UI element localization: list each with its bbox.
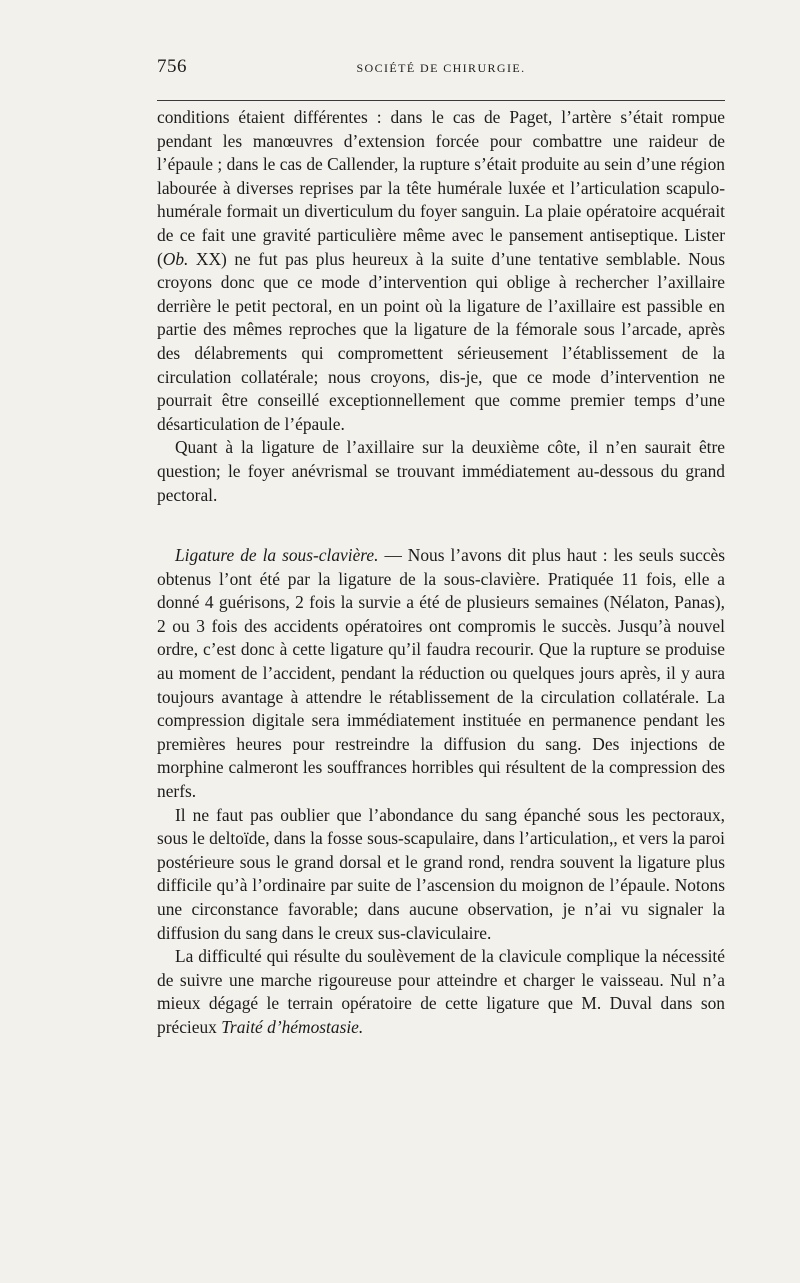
paragraph-4: Il ne faut pas oublier que l’abondance du sang épanché sous les pectoraux, sous le deltoïde, dans la fosse sous-scapulaire, dans l’articulation,, et vers la paroi postérieure sous le grand dorsal et le grand rond, rendra souvent la ligature plus difficile qu’à l’ordinaire par suite de l’ascension du moignon de l’épaule. Notons une circonstance favorable; dans aucune observation, je n’ai vu signaler la diffusion du sang dans le creux sus-claviculaire. (157, 804, 725, 943)
paragraph-3-text: — Nous l’avons dit plus haut : les seuls succès obtenus l’ont été par la ligature de la sous-clavière. Pratiquée 11 fois, elle a donné 4 guérisons, 2 fois la survie a été de plusieurs semaines (Nélaton, Panas), 2 ou 3 fois des accidents opératoires ont compromis le succès. Jusqu’à nouvel ordre, c’est donc à cette ligature qu’il faudra recourir. Que la rupture se produise au moment de l’accident, pendant la réduction ou quelques jours après, il y aura toujours avantage à attendre le rétablissement de la circulation collatérale. La compression digitale sera immédiatement instituée en permanence pendant les premières heures pour restreindre la diffusion du sang. Des injections de morphine calmeront les souffrances horribles qui résultent de la compression des nerfs. (157, 545, 725, 802)
paragraph-5 (157, 945, 725, 1039)
paragraph-1-part-2: XX) ne fut pas plus heureux à la suite d’une tentative semblable. Nous croyons donc que ce mode d’intervention qui oblige à rechercher l’axillaire derrière le petit pectoral, en un point où la ligature de l’axillaire est passible en partie des mêmes reproches que la ligature de la fémorale sous l’arcade, après des délabrements qui compromettent sérieusement l’établissement de la circulation collatérale; nous croyons, dis-je, que ce mode d’intervention ne pourrait être conseillé exceptionnellement que comme premier temps d’une désarticulation de l’épaule. (157, 248, 725, 434)
paragraph-3 (157, 544, 725, 804)
page-header (157, 56, 725, 86)
body-text (157, 106, 725, 1040)
paragraph-1-part-1: conditions étaient différentes : dans le cas de Paget, l’artère s’était rompue pendant les manœuvres d’extension forcée pour combattre une raideur de l’épaule ; dans le cas de Callender, la rupture s’était produite au sein d’une région labourée à diverses reprises par la tête humérale luxée et l’articulation scapulo-humérale formait un diverticulum du foyer sanguin. La plaie opératoire acquérait de ce fait une gravité particulière même avec le pansement antiseptique. Lister ( (157, 107, 725, 269)
section-heading: Ligature de la sous-clavière. (175, 545, 379, 566)
header-rule (157, 100, 725, 101)
paragraph-5-text: La difficulté qui résulte du soulèvement de la clavicule complique la nécessité de suivre une marche rigoureuse pour atteindre et charger le vaisseau. Nul n’a mieux dégagé le terrain opératoire de cette ligature que M. Duval dans son précieux (157, 946, 725, 1037)
paragraph-2: Quant à la ligature de l’axillaire sur la deuxième côte, il n’en saurait être question; le foyer anévrismal se trouvant immédiatement au-dessous du grand pectoral. (157, 437, 725, 505)
running-head: SOCIÉTÉ DE CHIRURGIE. (356, 61, 526, 75)
book-title: Traité d’hémostasie. (221, 1016, 364, 1037)
reference-ob: Ob. (162, 248, 189, 269)
paragraph-1 (157, 106, 725, 436)
page-number: 756 (157, 56, 187, 77)
